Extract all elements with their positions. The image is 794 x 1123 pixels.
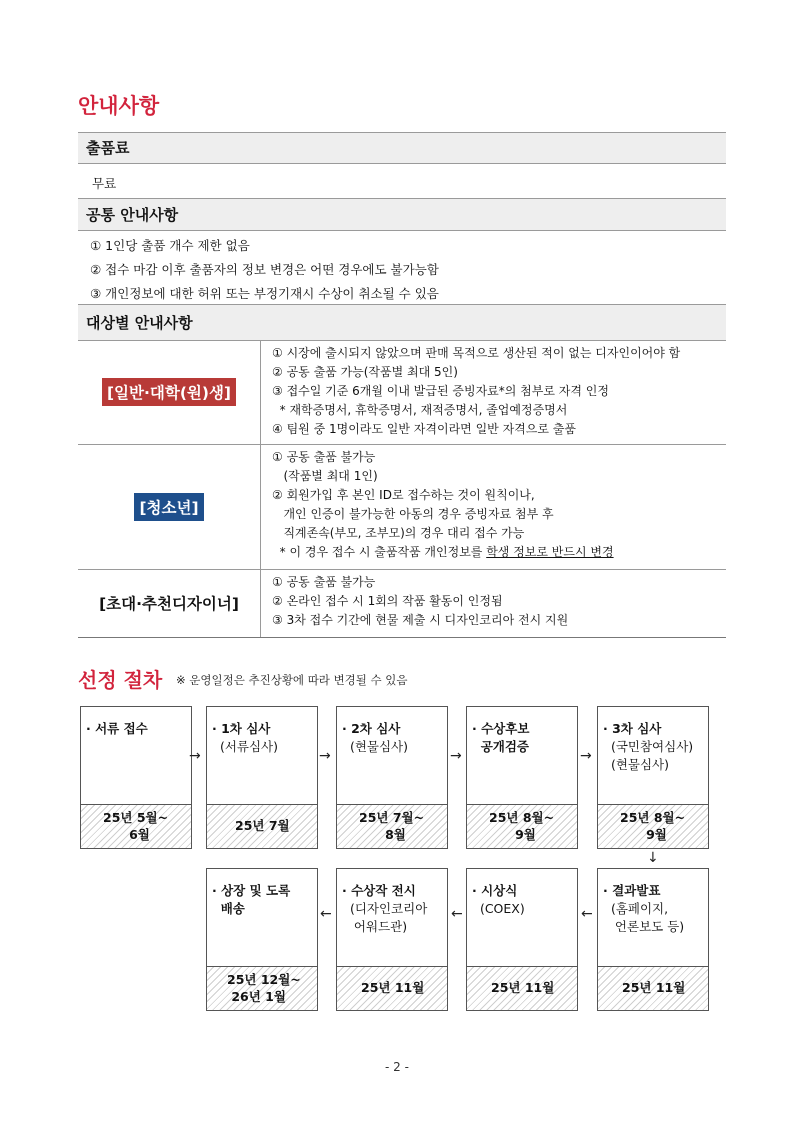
step-date: 25년 8월~ 9월	[598, 804, 708, 848]
step-label: · 수상작 전시 (디자인코리아 어워드관)	[342, 883, 428, 934]
general-line-5: ④ 팀원 중 1명이라도 일반 자격이라면 일반 자격으로 출품	[272, 422, 576, 436]
fee-heading: 출품료	[78, 132, 726, 164]
step-date: 25년 11월	[467, 966, 577, 1010]
general-line-2: ② 공동 출품 가능(작품별 최대 5인)	[272, 365, 458, 379]
target-row-general	[78, 340, 726, 445]
youth-note	[272, 543, 614, 562]
invited-line-1: ① 공동 출품 불가능	[272, 575, 376, 589]
target-row-invited	[78, 569, 726, 638]
youth-desc	[272, 448, 614, 562]
arrow-left-icon: ←	[451, 906, 463, 922]
invited-desc	[272, 573, 568, 630]
arrow-right-icon: →	[580, 748, 592, 764]
invited-line-2: ② 온라인 접수 시 1회의 작품 활동이 인정됨	[272, 594, 503, 608]
general-line-1: ① 시장에 출시되지 않았으며 판매 목적으로 생산된 적이 없는 디자인이어야 함	[272, 346, 681, 360]
step-label: · 상장 및 도록 배송	[212, 883, 291, 916]
common-item-3: ③ 개인정보에 대한 허위 또는 부정기재시 수상이 취소될 수 있음	[90, 286, 439, 301]
category-badge-youth: [청소년]	[134, 493, 203, 521]
general-line-4: * 재학증명서, 휴학증명서, 재적증명서, 졸업예정증명서	[272, 403, 568, 417]
step-date: 25년 11월	[598, 966, 708, 1010]
arrow-left-icon: ←	[581, 906, 593, 922]
step-date: 25년 8월~ 9월	[467, 804, 577, 848]
invited-line-3: ③ 3차 접수 기간에 현물 제출 시 디자인코리아 전시 지원	[272, 613, 569, 627]
step-certificate-delivery	[206, 868, 318, 1011]
step-document-submission	[80, 706, 192, 849]
step-date: 25년 5월~ 6월	[81, 804, 191, 848]
youth-note-prefix: * 이 경우 접수 시 출품작품 개인정보를	[272, 545, 487, 559]
page-number: - 2 -	[385, 1060, 409, 1074]
step-date: 25년 11월	[337, 966, 447, 1010]
arrow-left-icon: ←	[320, 906, 332, 922]
step-label: · 수상후보 공개검증	[472, 721, 530, 754]
step-date: 25년 12월~ 26년 1월	[207, 966, 317, 1010]
youth-line-1: ① 공동 출품 불가능	[272, 450, 376, 464]
step-label: · 시상식 (COEX)	[472, 883, 525, 916]
youth-line-3: ② 회원가입 후 본인 ID로 접수하는 것이 원칙이나,	[272, 488, 535, 502]
category-cell	[78, 340, 261, 444]
process-note: ※ 운영일정은 추진상황에 따라 변경될 수 있음	[176, 673, 408, 687]
category-badge-invited: [초대·추천디자이너]	[99, 595, 239, 613]
category-badge-general: [일반·대학(원)생]	[102, 378, 236, 406]
notice-title: 안내사항	[78, 94, 160, 118]
fee-text: 무료	[92, 176, 117, 191]
category-cell	[78, 444, 261, 569]
category-cell	[78, 569, 261, 637]
arrow-down-icon: ↓	[647, 850, 659, 866]
step-second-review	[336, 706, 448, 849]
step-date: 25년 7월~ 8월	[337, 804, 447, 848]
step-label: · 2차 심사 (현물심사)	[342, 721, 409, 754]
step-result-announcement	[597, 868, 709, 1011]
arrow-right-icon: →	[319, 748, 331, 764]
youth-line-5: 직계존속(부모, 조부모)의 경우 대리 접수 가능	[272, 526, 525, 540]
step-date: 25년 7월	[207, 804, 317, 848]
step-third-review	[597, 706, 709, 849]
step-first-review	[206, 706, 318, 849]
arrow-right-icon: →	[450, 748, 462, 764]
process-title: 선정 절차	[78, 668, 163, 692]
arrow-right-icon: →	[189, 748, 201, 764]
step-winner-exhibition	[336, 868, 448, 1011]
youth-line-2: (작품별 최대 1인)	[272, 469, 378, 483]
target-row-youth	[78, 444, 726, 570]
general-line-3: ③ 접수일 기준 6개월 이내 발급된 증빙자료*의 첨부로 자격 인정	[272, 384, 609, 398]
step-label: · 3차 심사 (국민참여심사) (현물심사)	[603, 721, 694, 772]
step-label: · 결과발표 (홈페이지, 언론보도 등)	[603, 883, 685, 934]
common-heading: 공통 안내사항	[78, 198, 726, 231]
step-candidate-verification	[466, 706, 578, 849]
target-heading: 대상별 안내사항	[78, 304, 726, 341]
common-item-2: ② 접수 마감 이후 출품자의 정보 변경은 어떤 경우에도 불가능함	[90, 262, 439, 277]
youth-note-underline: 학생 정보로 반드시 변경	[486, 545, 614, 559]
general-desc	[272, 344, 680, 439]
youth-line-4: 개인 인증이 불가능한 아동의 경우 증빙자료 첨부 후	[272, 507, 554, 521]
step-award-ceremony	[466, 868, 578, 1011]
step-label: · 1차 심사 (서류심사)	[212, 721, 279, 754]
step-label: · 서류 접수	[86, 721, 148, 736]
common-item-1: ① 1인당 출품 개수 제한 없음	[90, 238, 250, 253]
